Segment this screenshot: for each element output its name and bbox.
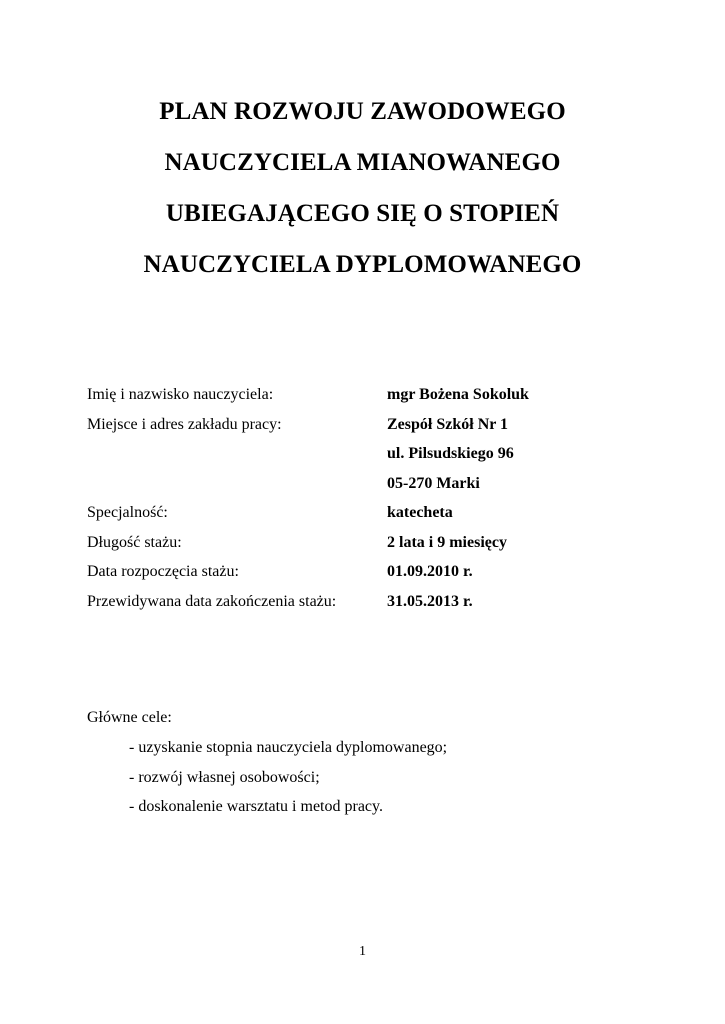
info-value: katecheta bbox=[387, 504, 453, 521]
info-value: Zespół Szkół Nr 1 bbox=[387, 415, 509, 433]
info-label: Specjalność: bbox=[87, 504, 168, 521]
info-row-start-date bbox=[87, 563, 647, 593]
info-value: 05-270 Marki bbox=[387, 474, 480, 492]
title-line-3: UBIEGAJĄCEGO SIĘ O STOPIEŃ bbox=[165, 200, 560, 227]
info-row-street bbox=[87, 445, 647, 475]
info-row-workplace bbox=[87, 416, 647, 446]
info-value: 31.05.2013 r. bbox=[387, 592, 473, 610]
goals-heading: Główne cele: bbox=[87, 709, 172, 726]
info-value: mgr Bożena Sokoluk bbox=[387, 386, 529, 403]
info-label: Długość stażu: bbox=[87, 533, 182, 551]
info-label: Przewidywana data zakończenia stażu: bbox=[87, 592, 337, 610]
goals-section bbox=[87, 709, 447, 828]
goal-item: - rozwój własnej osobowości; bbox=[129, 768, 320, 786]
info-label: Data rozpoczęcia stażu: bbox=[87, 563, 239, 580]
info-row-end-date bbox=[87, 593, 647, 623]
document-title bbox=[0, 86, 725, 290]
teacher-info-section bbox=[87, 386, 647, 622]
info-value: ul. Pilsudskiego 96 bbox=[387, 445, 514, 462]
info-row-duration bbox=[87, 534, 647, 564]
title-line-1: PLAN ROZWOJU ZAWODOWEGO bbox=[159, 98, 566, 125]
info-label: Imię i nazwisko nauczyciela: bbox=[87, 386, 274, 403]
info-row-name bbox=[87, 386, 647, 416]
page-number: 1 bbox=[359, 944, 366, 959]
goal-item: - doskonalenie warsztatu i metod pracy. bbox=[129, 798, 383, 815]
title-line-2: NAUCZYCIELA MIANOWANEGO bbox=[164, 149, 561, 176]
info-value: 01.09.2010 r. bbox=[387, 563, 473, 580]
info-row-city bbox=[87, 475, 647, 505]
info-row-specialty bbox=[87, 504, 647, 534]
info-label: Miejsce i adres zakładu pracy: bbox=[87, 415, 282, 433]
info-value: 2 lata i 9 miesięcy bbox=[387, 533, 507, 551]
title-line-4: NAUCZYCIELA DYPLOMOWANEGO bbox=[143, 251, 582, 278]
goal-item: - uzyskanie stopnia nauczyciela dyplomowanego; bbox=[129, 739, 448, 756]
